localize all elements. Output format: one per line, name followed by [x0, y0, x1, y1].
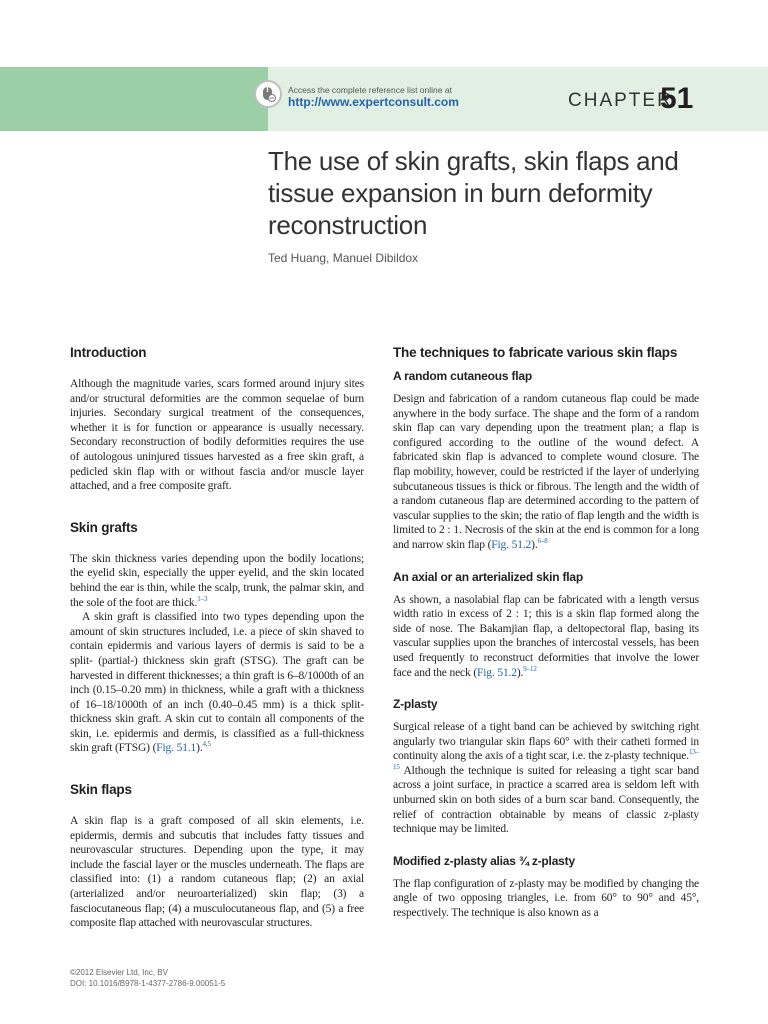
citation[interactable]: 9–12: [523, 664, 537, 673]
chapter-number: 51: [660, 82, 694, 115]
paragraph-text: Although the technique is suited for releasing a tight scar band across a joint surface, in practice a scarred area is seldom left with unburned skin on both sides of a burn scar band. Consequently, the relief of contraction obtainable by means of classic z-plasty technique may be limited.: [393, 764, 699, 836]
section-heading-techniques: The techniques to fabricate various skin flaps: [393, 345, 678, 360]
header-banner-left: [0, 67, 268, 131]
mouse-icon: [254, 80, 282, 108]
section-heading-skin-flaps: Skin flaps: [70, 782, 132, 798]
footer: [70, 967, 225, 989]
paragraph-modified-z-plasty: The flap configuration of z-plasty may be modified by changing the angle of two opposing triangles, i.e. from 60° to 90° and 45°, respectively. The technique is also known as a: [393, 877, 699, 920]
subheading-z-plasty: Z-plasty: [393, 697, 438, 712]
citation[interactable]: 13–15: [393, 748, 699, 772]
expertconsult-link[interactable]: http://www.expertconsult.com: [288, 95, 459, 109]
access-text: Access the complete reference list online at: [288, 85, 452, 95]
copyright: ©2012 Elsevier Ltd, Inc, BV: [70, 968, 168, 977]
paragraph-graft-types: A skin graft is classified into two types depending upon the amount of skin structures included, i.e. a piece of skin shaved to contain epidermis and various layers of dermis is said to be a split- (partial-) thickness skin graft (STSG). The graft can be harvested in different thicknesses; a thin graft is 6–8/1000th of an inch (0.15–0.20 mm) in thickness, while a graft with a thickness of 16–18/1000th of an inch (0.40–0.45 mm) is a thick split-thickness skin graft. A skin cut to contain all components of the skin, i.e. epidermis and dermis, is classified as a full-thickness skin graft (FTSG) (Fig. 51.1).$^{4,5}$: [70, 611, 364, 755]
paragraph-text: As shown, a nasolabial flap can be fabricated with a length versus width ratio in excess of 2 : 1; this is a skin flap formed along the side of nose. The Bakamjian flap, a deltopectoral flap, basing its vascular supplies upon the branches of intercostal vessels, has been used frequently to reconstruct deformities that involve the lower face and the neck: [393, 593, 699, 679]
figure-link[interactable]: Fig. 51.2: [491, 538, 532, 551]
section-heading-introduction: Introduction: [70, 345, 147, 360]
subheading-random-flap: A random cutaneous flap: [393, 369, 532, 383]
figure-link[interactable]: Fig. 51.1: [156, 742, 197, 755]
left-column: [70, 345, 364, 931]
paragraph-skin-thickness: [70, 552, 364, 610]
paragraph-random-flap: Design and fabrication of a random cutaneous flap could be made anywhere in the body surface. The shape and the form of a random skin flap can vary depending upon the treatment plan; a flap is configured according to the outline of the wound defect. A fabricated skin flap is advanced to complete wound closure. The flap mobility, however, could be restricted if the layer of underlying subcutaneous tissues is thick or fibrous. The length and the width of a random cutaneous flap are determined according to the pattern of vascular supplies to the skin; the ratio of flap length and the width is limited to 2 : 1. Necrosis of the skin at the end is common for a long and narrow skin flap (Fig. 51.2).$^{6-8}$: [393, 393, 699, 551]
citation[interactable]: 1–3: [197, 594, 208, 603]
citation[interactable]: 4,5: [202, 740, 211, 749]
citation[interactable]: 6–8: [537, 537, 548, 546]
paragraph-skin-flaps: A skin flap is a graft composed of all skin elements, i.e. epidermis, dermis and subcutis that includes fatty tissues and neurovascular structures. Depending upon the type, it may include the fascial layer or the muscles underneath. The flaps are classified into: (1) a random cutaneous flap; (2) an axial (arterialized and/or neuroarterialized) skin flap; (3) a fasciocutaneous flap; (4) a musculocutaneous flap, and (5) a free composite flap attached with neurovascular structures.: [70, 815, 364, 930]
doi: DOI: 10.1016/B978-1-4377-2786-9.00051-5: [70, 979, 226, 988]
right-column: [393, 345, 699, 921]
chapter-label: CHAPTER: [568, 90, 673, 111]
page-title: The use of skin grafts, skin flaps and tissue expansion in burn deformity reconstruction: [268, 146, 679, 240]
paragraph-text: Surgical release of a tight band can be achieved by switching right angularly two triangular skin flaps 60° with their catheti formed in continuity along the axis of a tight scar, i.e. the z-plasty technique.: [393, 721, 699, 763]
paragraph-text: Design and fabrication of a random cutaneous flap could be made anywhere in the body surface. The shape and the form of a random skin flap can vary depending upon the treatment plan; a flap is configured according to the outline of the wound defect. A fabricated skin flap is advanced to complete wound closure. The flap mobility, however, could be restricted if the layer of underlying subcutaneous tissues is thick or fibrous. The length and the width of a random cutaneous flap are determined according to the pattern of vascular supplies to the skin; the ratio of flap length and the width is limited to 2 : 1. Necrosis of the skin at the end is common for a long and narrow skin flap: [393, 393, 699, 551]
subheading-axial-flap: An axial or an arterialized skin flap: [393, 569, 584, 584]
paragraph-text: A skin graft is classified into two types depending upon the amount of skin structures included, i.e. a piece of skin shaved to contain epidermis and various layers of dermis is said to be a split- (partial-) thickness skin graft (STSG). The graft can be harvested in different thicknesses; a thin graft is 6–8/1000th of an inch (0.15–0.20 mm) in thickness, while a graft with a thickness of 16–18/1000th of an inch (0.40–0.45 mm) is a thick split-thickness skin graft. A skin cut to contain all components of the skin, i.e. epidermis and dermis, is classified as a full-thickness skin graft (FTSG): [70, 611, 364, 755]
paragraph-introduction: Although the magnitude varies, scars formed around injury sites and/or structural deformities are the common sequelae of burn injuries. Secondary surgical treatment of the consequences, whether it is for function or appearance is usually necessary. Secondary reconstruction of bodily deformities requires the use of autologous uninjured tissues harvested as a free skin graft, a pedicled skin flap with or without fascia and/or muscle layer attached, and a free composite graft.: [70, 378, 364, 493]
subheading-modified-z-plasty: Modified z-plasty alias ¾ z-plasty: [393, 853, 575, 868]
paragraph-text: The skin thickness varies depending upon the bodily locations; the eyelid skin, especially the upper eyelid, and the skin located behind the ear is thin, while the scalp, trunk, the palmar skin, and the sole of the foot are thick.: [70, 552, 364, 609]
paragraph-axial-flap: As shown, a nasolabial flap can be fabricated with a length versus width ratio in excess of 2 : 1; this is a skin flap formed along the side of nose. The Bakamjian flap, a deltopectoral flap, basing its vascular supplies upon the branches of intercostal vessels, has been used frequently to reconstruct deformities that involve the lower face and the neck (Fig. 51.2).$^{9-12}$: [393, 593, 699, 679]
authors: Ted Huang, Manuel Dibildox: [268, 251, 419, 265]
figure-link[interactable]: Fig. 51.2: [477, 666, 517, 679]
paragraph-z-plasty: [393, 720, 699, 837]
section-heading-skin-grafts: Skin grafts: [70, 519, 138, 535]
